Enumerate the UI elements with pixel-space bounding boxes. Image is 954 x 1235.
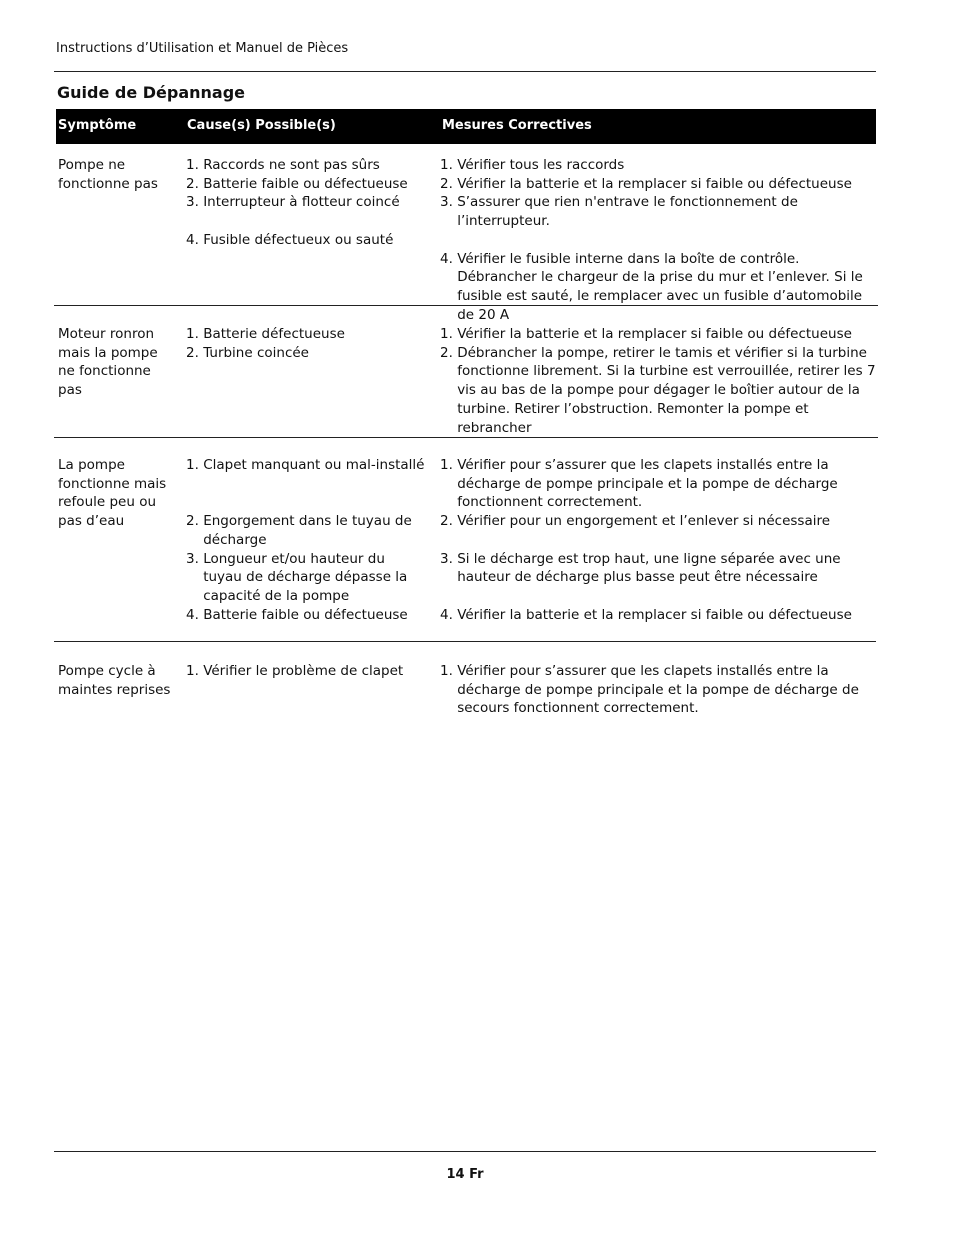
actions-cell	[440, 456, 878, 624]
causes-cell	[186, 156, 426, 250]
list-item: 1. Clapet manquant ou mal-installé	[186, 457, 425, 473]
row-divider	[54, 437, 878, 438]
symptom-cell: Moteur ronron mais la pompe ne fonctionne pas	[58, 326, 158, 399]
list-item: 2. Engorgement dans le tuyau de décharge	[186, 513, 412, 548]
list-item: 1. Vérifier pour s’assurer que les clapets installés entre la décharge de pompe principale et la pompe de décharge fonctionnent correctement.	[440, 457, 838, 511]
list-item: 2. Batterie faible ou défectueuse	[186, 175, 408, 192]
list-item: 1. Vérifier la batterie et la remplacer si faible ou défectueuse	[440, 326, 852, 342]
list-item: 1. Batterie défectueuse	[186, 326, 345, 342]
list-item: 1. Vérifier tous les raccords	[440, 157, 625, 173]
list-item: 3. Interrupteur à flotteur coincé	[186, 194, 400, 211]
header-rule	[54, 71, 876, 72]
causes-cell	[186, 325, 426, 362]
symptom-cell: Pompe ne fonctionne pas	[58, 157, 158, 192]
list-item: 2. Vérifier la batterie et la remplacer si faible ou défectueuse	[440, 175, 852, 192]
list-item: 1. Vérifier pour s’assurer que les clapets installés entre la décharge de pompe principale et la pompe de décharge de secours fonctionnent correctement.	[440, 663, 859, 717]
list-item: 4. Vérifier la batterie et la remplacer si faible ou défectueuse	[440, 606, 852, 623]
row-divider	[54, 305, 878, 306]
list-item: 4. Batterie faible ou défectueuse	[186, 606, 408, 623]
list-item: 3. Longueur et/ou hauteur du tuyau de décharge dépasse la capacité de la pompe	[186, 550, 408, 604]
causes-cell	[186, 456, 426, 624]
list-item: 1. Raccords ne sont pas sûrs	[186, 157, 380, 173]
page-number: 14 Fr	[446, 1167, 484, 1182]
column-header-symptom: Symptôme	[58, 118, 137, 133]
list-item: 2. Débrancher la pompe, retirer le tamis et vérifier si la turbine fonctionne librement. Si la turbine est verrouillée, retirer les 7 vis au bas de la pompe pour dégager le boîtier autour de la turbine. Retirer l’obstruction. Remonter la pompe et rebrancher	[440, 344, 876, 436]
running-header: Instructions d’Utilisation et Manuel de Pièces	[56, 41, 349, 56]
symptom-cell: La pompe fonctionne mais refoule peu ou pas d’eau	[58, 457, 167, 530]
list-item: 1. Vérifier le problème de clapet	[186, 663, 404, 679]
list-item: 2. Turbine coincée	[186, 344, 309, 361]
column-header-causes: Cause(s) Possible(s)	[187, 118, 336, 133]
row-divider	[54, 641, 876, 642]
list-item: 2. Vérifier pour un engorgement et l’enlever si nécessaire	[440, 513, 831, 530]
symptom-cell: Pompe cycle à maintes reprises	[58, 663, 171, 698]
actions-cell	[440, 325, 878, 437]
list-item: 4. Fusible défectueux ou sauté	[186, 231, 394, 248]
list-item: 3. Si le décharge est trop haut, une ligne séparée avec une hauteur de décharge plus basse peut être nécessaire	[440, 550, 841, 586]
footer-rule	[54, 1151, 876, 1152]
list-item: 4. Vérifier le fusible interne dans la boîte de contrôle. Débrancher le chargeur de la prise du mur et l’enlever. Si le fusible est sauté, le remplacer avec un fusible d’automobile de 20 A	[440, 250, 863, 323]
section-title: Guide de Dépannage	[57, 83, 246, 102]
actions-cell	[440, 662, 878, 718]
table-header	[56, 109, 876, 144]
actions-cell	[440, 156, 878, 324]
list-item: 3. S’assurer que rien n'entrave le fonctionnement de l’interrupteur.	[440, 194, 798, 230]
column-header-actions: Mesures Correctives	[442, 118, 592, 133]
causes-cell	[186, 662, 426, 681]
